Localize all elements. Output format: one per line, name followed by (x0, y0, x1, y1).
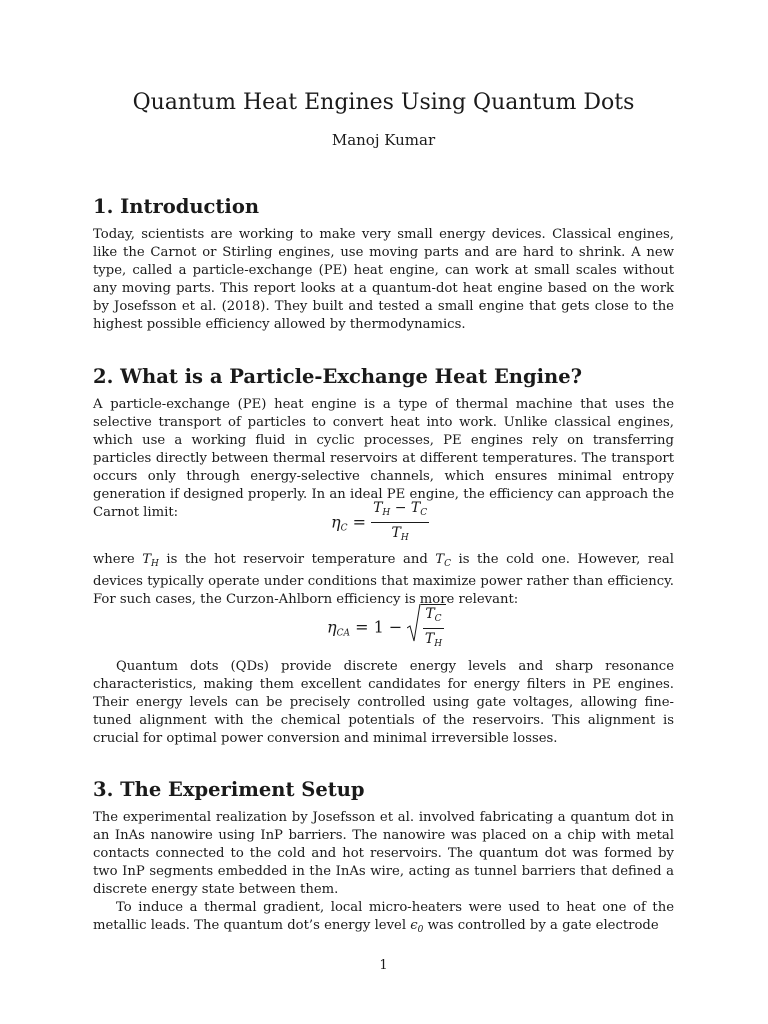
carnot-efficiency-equation: $\eta_C$ = $\frac{T_H - T_C}{T_H}$ (331, 500, 428, 543)
section-heading-experiment-setup: 3. The Experiment Setup (93, 778, 365, 801)
pe-engine-paragraph-1: A particle-exchange (PE) heat engine is a type of thermal machine that uses the selective transport of particles to convert heat into work. Unlike classical engines, which use a working fluid in cyclic processes, PE engines rely on transferring particles directly between thermal reservoirs at different temperatures. The transport occurs only through energy-selective channels, which ensures minimal entropy generation if designed properly. In an ideal PE engine, the efficiency can approach the Carnot limit: (93, 397, 674, 520)
square-root: $\frac{T_C}{T_H}$ (407, 604, 445, 652)
curzon-ahlborn-equation: $\eta_{CA} = 1$ − $\frac{T_C}{T_H}$ (327, 604, 446, 652)
section-heading-introduction: 1. Introduction (93, 195, 260, 218)
experiment-paragraph-1: The experimental realization by Josefsson et al. involved fabricating a quantum dot in an InAs nanowire using InP barriers. The nanowire was placed on a chip with metal contacts connected to the cold and hot reservoirs. The quantum dot was formed by two InP segments embedded in the InAs wire, acting as tunnel barriers that defined a discrete energy state between them. (93, 810, 674, 897)
section-heading-pe-engine: 2. What is a Particle-Exchange Heat Engine? (93, 365, 583, 388)
pe-engine-paragraph-3: Quantum dots (QDs) provide discrete energy levels and sharp resonance characteristics, making them excellent candidates for energy filters in PE engines. Their energy levels can be precisely controlled using gate voltages, allowing fine-tuned alignment with the chemical potentials of the reservoirs. This alignment is crucial for optimal power conversion and minimal irreversible losses. (93, 659, 674, 746)
author-name: Manoj Kumar (331, 131, 436, 149)
experiment-paragraph-2: To induce a thermal gradient, local micro-heaters were used to heat one of the metallic leads. The quantum dot’s energy level $\epsilon_0$ was controlled by a gate electrode (93, 900, 674, 935)
page-number: 1 (379, 958, 388, 973)
introduction-paragraph: Today, scientists are working to make very small energy devices. Classical engines, like the Carnot or Stirling engines, use moving parts and are hard to shrink. A new type, called a particle-exchange (PE) heat engine, can work at small scales without any moving parts. This report looks at a quantum-dot heat engine based on the work by Josefsson et al. (2018). They built and tested a small engine that gets close to the highest possible efficiency allowed by thermodynamics. (93, 227, 674, 332)
paper-page (93, 0, 674, 1024)
paper-title: Quantum Heat Engines Using Quantum Dots (132, 90, 635, 115)
pe-engine-paragraph-2: where $T_H$ is the hot reservoir temperature and $T_C$ is the cold one. However, real devices typically operate under conditions that maximize power rather than efficiency. For such cases, the Curzon-Ahlborn efficiency is more relevant: (93, 552, 675, 607)
